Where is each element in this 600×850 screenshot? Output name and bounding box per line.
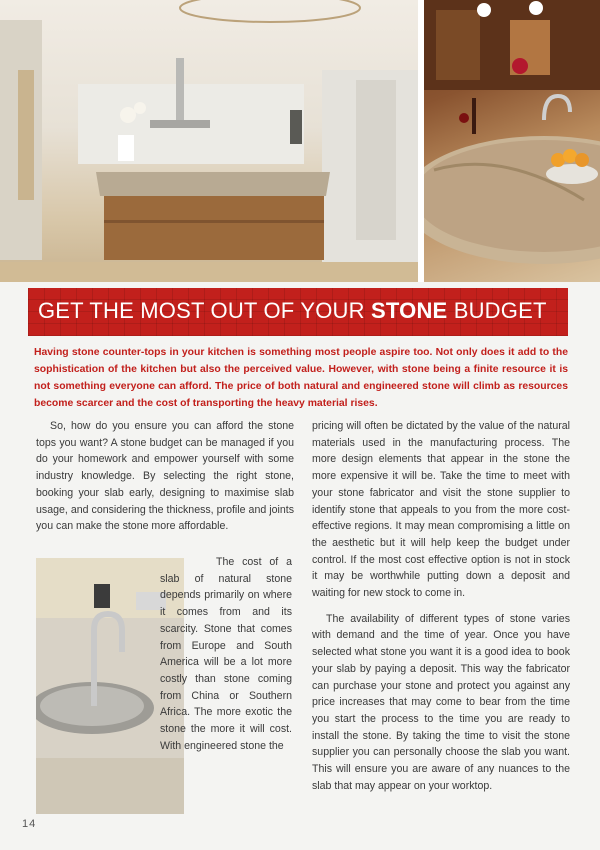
granite-countertop-photo (424, 0, 600, 282)
title-lead: GET THE MOST OUT OF YOUR (38, 298, 372, 323)
title-strong: STONE (371, 298, 448, 323)
intro-paragraph: Having stone counter-tops in your kitchen is something most people aspire too. Not only does it add to the sophistication of the kitchen but also the perceived value. However, with stone being a finite resource it is not something everyone can afford. The price of both natural and engineered stone will climb as resources become scarcer and the cost of transporting the heavy material rises. (34, 347, 568, 409)
page-number: 14 (22, 818, 37, 830)
kitchen-island-illustration (0, 0, 418, 282)
body-paragraph-2: The cost of a slab of natural stone depends primarily on where it comes from and its scarcity. Stone that comes from Europe and South America will be a lot more costly than stone coming from China or Southern Africa. The more exotic the stone the more it will cost. With engineered stone the (160, 556, 292, 752)
title-tail: BUDGET (447, 298, 547, 323)
right-column (312, 418, 570, 794)
granite-countertop-illustration (424, 0, 600, 282)
title-banner (28, 288, 568, 336)
article-title (38, 298, 547, 324)
body-paragraph-1: So, how do you ensure you can afford the stone tops you want? A stone budget can be managed if you do your homework and empower yourself with some industry knowledge. By selecting the right stone, booking your slab early, designing to maximise slab usage, and considering the thickness, profile and joints you can make the stone more affordable. (36, 420, 294, 533)
left-column-wrap (160, 554, 292, 754)
body-paragraph-4: The availability of different types of stone varies with demand and the time of year. Once you have selected what stone you want it is a good idea to book your slab by paying a deposit. This way the fabricator can purchase your stone and protect you against any price increases that may come to bear from the time you start the process to the time you are ready to install the stone. By taking the time to visit the stone supplier you can personally choose the slab you want. This will ensure you are aware of any nuances to the slab that may appear on your worktop. (312, 612, 570, 792)
left-column-top (36, 418, 294, 535)
body-paragraph-3: pricing will often be dictated by the value of the natural materials used in the manufacturing process. The more design elements that appear in the stone the more expensive it will be. Take the time to meet with your stone fabricator and visit the stone supplier to identify stone that appeals to you from the more cost-effective regions. It may mean compromising a little on the aesthetic but it will help keep the budget under control. If the most cost effective option is not in stock it may be worthwhile putting down a deposit and waiting for new stock to come in. (312, 420, 570, 600)
kitchen-island-photo (0, 0, 418, 282)
